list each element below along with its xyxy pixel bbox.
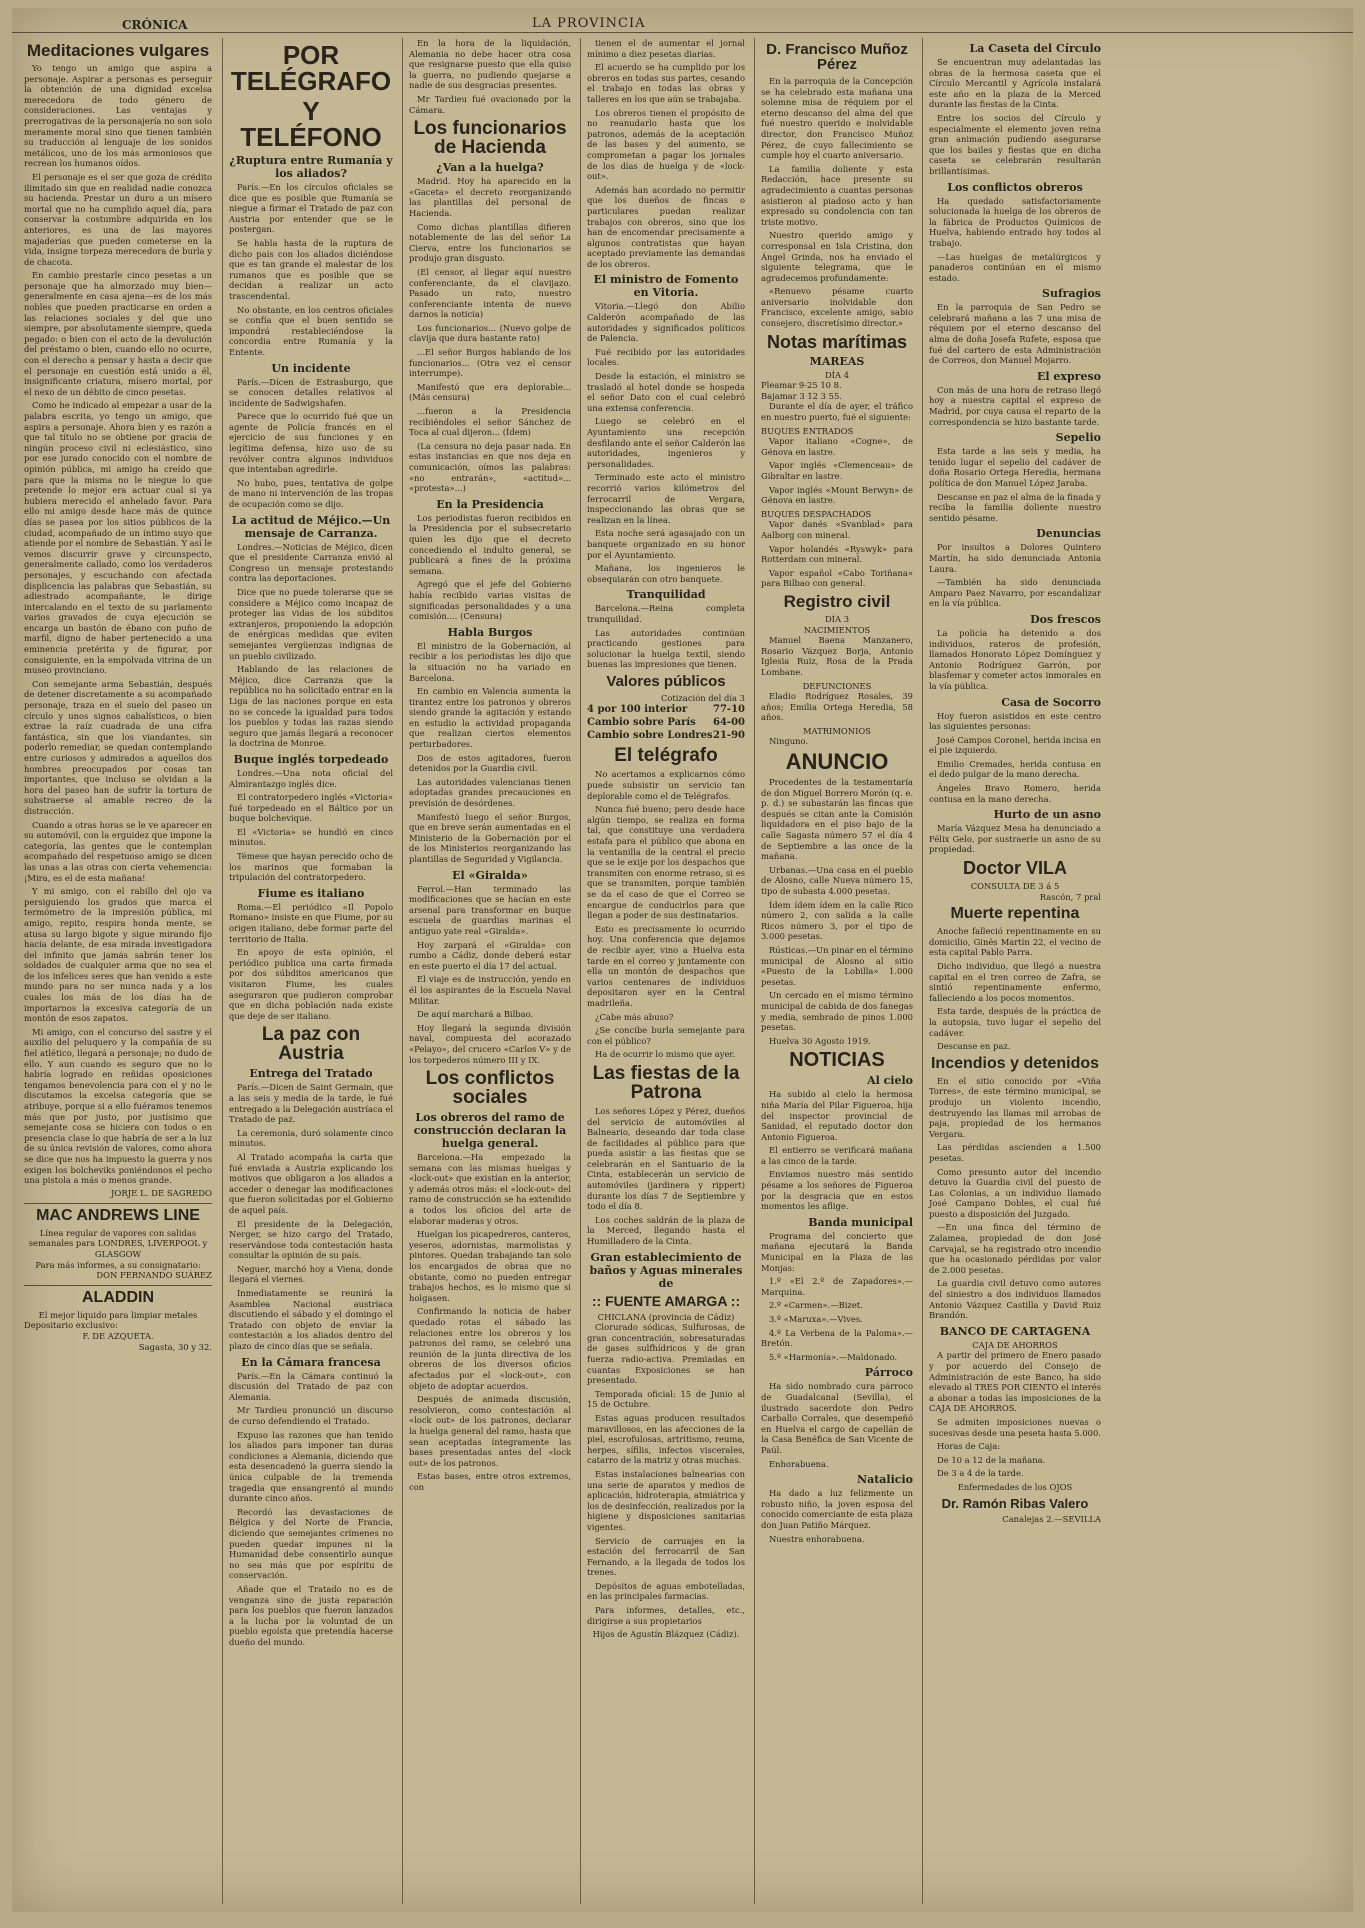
column-layout: [18, 38, 1347, 1904]
paragraph: María Vázquez Mesa ha denunciado a Félix Gelo, por sustraerle un asno de su propiedad.: [929, 823, 1101, 855]
paragraph: Dicho individuo, que llegó a nuestra capital en el tren correo de Zafra, se sintió repentinamente enfermo, falleciendo a los pocos momentos.: [929, 961, 1101, 1003]
paragraph: ...fueron a la Presidencia recibiéndoles el señor Sánchez de Toca al cual dijeron... (Ídem): [409, 406, 571, 438]
paragraph: Los periodistas fueron recibidos en la Presidencia por el subsecretario quien les dijo que el decreto concediendo el indulto general, se publicará a fines de la próxima semana.: [409, 512, 571, 576]
paragraph: Londres.—Noticias de Méjico, dicen que el presidente Carranza envió al Congreso un mensaje protestando contra las deportaciones.: [229, 541, 393, 584]
ad-address: Canalejas 2.—SEVILLA: [1002, 1513, 1101, 1524]
paragraph: Ha quedado satisfactoriamente solucionada la huelga de los obreros de la fábrica de Productos Químicos de Huelva, habiendo entrado hoy todos al trabajo.: [929, 195, 1101, 248]
paragraph: Eladio Rodríguez Rosales, 39 años; Emilia Ortega Heredia, 58 años.: [761, 691, 913, 723]
paragraph: Emilio Cremades, herida contusa en el dedo pulgar de la mano derecha.: [929, 758, 1101, 780]
divider: [24, 1203, 212, 1204]
section-heading: ¿Van a la huelga?: [436, 161, 544, 175]
paragraph: El viaje es de instrucción, yendo en él los aspirantes de la Escuela Naval Militar.: [409, 974, 571, 1006]
paragraph: El personaje es el ser que goza de crédito ilimitado sin que en realidad nadie conozca su hacienda. Prestar un duro a un mísero mortal que no ha cumplido aquel día, para conservar la costumbre adquirida en los anteriores, es una de las mayores majaderías que pueden cometerse en la vida, insigne torpeza merecedora de burla y de chacota.: [24, 171, 212, 267]
paragraph: Los señores López y Pérez, dueños del servicio de automóviles al Balneario, deseando dar toda clase de facilidades al público para que pueda asistir a las fiestas que se celebrarán en el Santuario de la Cinta, establecerán un servicio de automóviles (jardinera y rippert) durante los días 7 de Septiembre y todo el día 8.: [587, 1105, 745, 1212]
paragraph: En cambio en Valencia aumenta la tirantez entre los patronos y obreros siendo grande la agitación y estando en estudio la actividad propaganda que realizan ciertos elementos perturbadores.: [409, 686, 571, 750]
paragraph: 4.º La Verbena de la Paloma».—Bretón.: [761, 1327, 913, 1349]
doctor-address: Rascón, 7 pral: [1039, 891, 1101, 902]
paragraph: La policía ha detenido a dos individuos, rateros de profesión, llamados Honorato López Domínguez y Antonio Rodríguez Garrón, por blasfemar y cometer actos inmorales en la vía pública.: [929, 627, 1101, 691]
paragraph: Como he indicado al empezar a usar de la palabra escrita, yo tengo un amigo, que aspira a personaje. Ahora bien y es razón a que tal título no se obtiene por gracia de ningún proceso civil ni eclesiástico, sino por ese jurado conocido con el nombre de opinión pública, mi amigo ha creído que para que la misma no le niegue lo que pretende lo mejor era actuar cual si ya hubiera merecido el anhelado favor. Para ello mi amigo desde hace más de quince días se pasea por los sitios públicos de la ciudad, acompañado de un íntimo suyo que atiende por el nombre de Sebastián. Y así le vemos discurrir grave y circunspecto, generalmente callado, como los verdaderos personajes, y escuchando con afectada displicencia las palabras que Sebastián, su adiestrado acompañante, le dirige intercalando en el texto de su parlamento varios gravados de cuya ejecución se encarga un bastón de ébano con puño de marfil, digno de haber pertenecido a una eminencia pretérita y de figurar, por consiguiente, en la empolvada vitrina de un museo provinciano.: [24, 400, 212, 676]
section-heading: Valores públicos: [606, 672, 726, 690]
paragraph: —En una finca del término de Zalamea, propiedad de don José Carvajal, se ha registrado otro incendio que ha ocasionado pérdidas por valor de 2.000 pesetas.: [929, 1222, 1101, 1275]
paragraph: Enhorabuena.: [769, 1458, 829, 1469]
paragraph: Nuestro querido amigo y corresponsal en Isla Cristina, don Ángel Grinda, nos ha enviado el siguiente telegrama, que le agradecemos profundamente:: [761, 230, 913, 283]
valores-row: [587, 716, 745, 729]
list-title: DEFUNCIONES: [802, 680, 872, 691]
paragraph: El acuerdo se ha cumplido por los obreros en todas sus partes, cesando el trabajo en todas las obras y talleres en los que aún se trabajaba.: [587, 62, 745, 104]
paragraph: El presidente de la Delegación, Nerger, se hizo cargo del Tratado, reservándose toda contestación hasta consultar la opinión de su país.: [229, 1218, 393, 1261]
paragraph: El ministro de la Gobernación, al recibir a los periodistas les dijo que la situación no ha variado en Barcelona.: [409, 640, 571, 683]
paragraph: Añade que el Tratado no es de venganza sino de justa reparación para los pueblos que fueron lanzados a la lucha por la voluntad de un pueblo egoísta que pretendía hacerse dueño del mundo.: [229, 1583, 393, 1647]
paragraph: Hoy zarpará el «Giralda» con rumbo a Cádiz, donde deberá estar en este puerto el día 17 del actual.: [409, 939, 571, 971]
paragraph: Vitoria.—Llegó don Abilio Calderón acompañado de las autoridades y significados políticos de Palencia.: [587, 301, 745, 344]
paragraph: Estas bases, entre otros extremos, con: [409, 1471, 571, 1492]
paragraph: Yo tengo un amigo que aspira a personaje. Aspirar a personas es perseguir la obtención de una dignidad excelsa merecedora de todo género de consideraciones. Las ventajas y prerrogativas de la personajería no son solo meramente moral sino que tienen también su traducción al lenguaje de los sonidos metálicos, uno de los más armoniosos que recrean los humanos oídos.: [24, 63, 212, 169]
paragraph: Descanse en paz.: [937, 1041, 1011, 1052]
paragraph: Ferrol.—Han terminado las modificaciones que se hacían en este arsenal para transformar en buque escuela de guardias marinas el antiguo yate real «Giralda».: [409, 883, 571, 936]
headline: POR TELÉGRAFO: [230, 40, 392, 96]
section-heading: Dos frescos: [1030, 612, 1101, 626]
paragraph: Vapor holandés «Ryswyk» para Rotterdam con mineral.: [761, 543, 913, 565]
paragraph: La ceremonia, duró solamente cinco minutos.: [229, 1127, 393, 1149]
section-heading: Notas marítimas: [766, 331, 908, 352]
paragraph: Anoche falleció repentinamente en su domicilio, Ginés Martín 22, el vecino de esta capital Pablo Parra.: [929, 926, 1101, 958]
section-heading: Casa de Socorro: [1001, 695, 1101, 709]
mareas-day: DÍA 4: [824, 369, 850, 380]
paragraph: Desde la estación, el ministro se trasladó al hotel donde se hospeda el señor Dato con el cual celebró una extensa conferencia.: [587, 371, 745, 413]
paragraph: tienen el de aumentar el jornal mínimo a diez pesetas diarias.: [587, 38, 745, 59]
section-heading: Sepelio: [1055, 431, 1101, 445]
page-columns: [18, 38, 1347, 1906]
paragraph: El «Victoria» se hundió en cinco minutos.: [229, 826, 393, 848]
column-6: [922, 38, 1107, 1904]
paragraph: Descanse en paz el alma de la finada y reciba la familia doliente nuestro sentido pésame.: [929, 491, 1102, 523]
paragraph: Los obreros tienen el propósito de no reanudarlo hasta que los patronos, además de la aceptación de las bases y del aumento, se comprometan a pagar los jornales de los días de huelga y de «lock-out».: [587, 107, 745, 182]
section-heading: Tranquilidad: [626, 588, 706, 602]
ad-text: F. DE AZQUETA.: [82, 1330, 154, 1341]
paragraph: París.—Dicen de Saint Germain, que a las seis y media de la tarde, le fué entregado a la Delegación austríaca el Tratado de paz.: [229, 1082, 393, 1125]
valores-value: 21-90: [713, 730, 745, 742]
section-heading: Denuncias: [1036, 527, 1101, 541]
paragraph: Programa del concierto que mañana ejecutará la Banda Municipal en la Plaza de las Monjas:: [761, 1230, 913, 1273]
paragraph: José Campos Coronel, herida incisa en el pie izquierdo.: [929, 734, 1101, 756]
paragraph: En apoyo de esta opinión, el periódico publica una carta firmada por dos súbditos americanos que visitaron Fiume, les cuales aseguraron que pudieron comprobar que en dicha población nada existe que deje de ser italiano.: [229, 947, 393, 1021]
paragraph: París.—En los círculos oficiales se dice que es posible que Rumanía se niegue a firmar el Tratado de paz con Austria por entender que se le postergan.: [229, 182, 393, 235]
section-heading: Párroco: [864, 1366, 913, 1380]
archive-watermark: [1229, 1866, 1339, 1896]
paragraph: Estas aguas producen resultados maravillosos, en las afecciones de la piel, escrofulosas, artritismo, reuma, herpes, sífilis, infectos viscerales, catarro de la matriz y otras muchas.: [587, 1412, 745, 1466]
paragraph: Se encuentran muy adelantadas las obras de la hermosa caseta que el Círculo Mercantil y Agrícola instalará este año en la plaza de la Merced durante las fiestas de la Cinta.: [929, 57, 1101, 110]
section-heading: Los obreros del ramo de construcción declaran la huelga general.: [413, 1111, 567, 1151]
section-heading: En la Cámara francesa: [241, 1355, 381, 1369]
column-5: [754, 38, 919, 1904]
paragraph: Huelgan los picapedreros, canteros, yeseros, adornistas, marmolistas y pintores. Quedan trabajando tan solo los encargados de obras que no obstante, como no pueden entregar trabajos hechos, es lo mismo que si holgasen.: [409, 1229, 571, 1303]
doctor-text: CONSULTA DE 3 á 5: [970, 881, 1060, 892]
ad-text: Depositario exclusivo:: [24, 1320, 118, 1331]
section-heading: Registro civil: [783, 591, 891, 611]
section-label: CRÓNICA: [122, 18, 188, 32]
paragraph: Hoy fueron asistidos en este centro las siguientes personas:: [929, 710, 1101, 732]
paragraph: Esta tarde, después de la práctica de la autopsia, tuvo lugar el sepelio del cadáver.: [929, 1006, 1101, 1038]
valores-value: 64-00: [713, 717, 745, 729]
column-1: [18, 38, 218, 1904]
paragraph: Se admiten imposiciones nuevas o sucesivas desde una peseta hasta 5.000.: [929, 1416, 1101, 1438]
paragraph: Urbanas.—Una casa en el pueblo de Alosno, calle Nueva número 15, tipo de subasta 4.000 pesetas.: [761, 864, 913, 896]
paragraph: Servicio de carruajes en la estación del ferrocarril de San Fernando, a la llegada de todos los trenes.: [587, 1535, 745, 1578]
paragraph: No acertamos a explicarnos cómo puede subsistir un servicio tan deplorable como el de Telégrafos.: [587, 769, 745, 801]
valores-date: Cotización del día 3: [660, 692, 745, 703]
paragraph: De aquí marchará a Bilbao.: [417, 1009, 534, 1020]
section-heading: El expreso: [1037, 369, 1101, 383]
paragraph: Y mi amigo, con el rabillo del ojo va persiguiendo los grados que marca el termómetro de la impresión pública, mi amigo, repito, respira honda mente, se atusa su largo bigote y sigue mirando fijo hacia delante, de esa mirada investigadora del infinito que jamás sabrán tener los soldados de cualquier arma que no sea el de los infelices seres que han venido a este mundo para no ser nunca nada y a los cuales los más de los días ha de importarnos la excesiva categoría de un montón de esos zapatos.: [24, 886, 212, 1024]
valores-label: Cambio sobre Londres: [587, 730, 713, 742]
paragraph: Esta noche será agasajado con un banquete organizado en su honor por el Ayuntamiento.: [587, 528, 745, 560]
paragraph: Además han acordado no permitir que los dueños de fincas o particulares puedan realizar trabajos con obreros, sino que los han de encomendar precisamente a algunos contratistas que hayan aceptado previamente las demandas de los obreros.: [587, 184, 745, 269]
paragraph: Luego se celebró en el Ayuntamiento una recepción desfilando ante el señor Calderón las autoridades, ingenieros y personalidades.: [587, 416, 745, 469]
section-heading: ¿Ruptura entre Rumanía y los aliados?: [229, 154, 393, 180]
ad-title: MAC ANDREWS LINE: [36, 1206, 200, 1224]
paragraph: Barcelona.—Ha empezado la semana con las mismas huelgas y «lock-out» que existían en la anterior, y además otros más: el «lock-out» del ramo de construcción se ha extendido a todos los oficios del arte de elaborar maderas y otros.: [409, 1152, 571, 1226]
paragraph: Roma.—El periódico «Il Popolo Romano» insiste en que Fiume, por su origen italiano, debe formar parte del territorio de Italia.: [229, 901, 393, 944]
paragraph: Procedentes de la testamentaría de don Miguel Borrero Morón (q. e. p. d.) se subastarán las fincas que después se citan ante la Comisión liquidadora en el piso bajo de la calle Sagasta número 57 el día 4 de Septiembre a las once de la mañana.: [761, 777, 913, 862]
paragraph: No obstante, en los centros oficiales se confía que el buen sentido se impondrá restableciéndose la concordia entre Rumanía y la Entente.: [229, 304, 393, 357]
paragraph: ¿Se concibe burla semejante para con el público?: [587, 1025, 745, 1046]
paragraph: Inmediatamente se reunirá la Asamblea Nacional austríaca discutiendo el sábado y el domingo el Tratado con objeto de enviar la contestación a los aliados dentro del plazo de cinco días que se señala.: [229, 1288, 393, 1352]
paragraph: Horas de Caja:: [937, 1441, 1001, 1452]
paragraph: 2.º «Carmen».—Bizet.: [769, 1300, 863, 1311]
paragraph: Barcelona.—Reina completa tranquilidad.: [587, 603, 745, 624]
valores-value: 77-10: [713, 704, 745, 716]
paragraph: Ha sido nombrado cura párroco de Guadalcanal (Sevilla), el ilustrado sacerdote don Pedro Carballo Corrales, que desempeñó en Huelva el cargo de capellán de la Casa Benéfica de San Vicente de Paúl.: [761, 1381, 913, 1455]
paragraph: El entierro se verificará mañana a las cinco de la tarde.: [761, 1145, 913, 1166]
section-heading: En la Presidencia: [436, 497, 544, 511]
paragraph: Huelva 30 Agosto 1919.: [769, 1035, 871, 1046]
paragraph: Témese que hayan perecido ocho de los marinos que formaban la tripulación del contratorpedero.: [229, 851, 393, 883]
paragraph: Se habla hasta de la ruptura de dicho país con los aliados diciéndose que es tan grande el malestar de los rumanos que es posible que se decidan a realizar un acto trascendental.: [229, 237, 393, 301]
section-heading: Banda municipal: [808, 1215, 913, 1229]
section-heading: El ministro de Fomento en Vitoria.: [593, 273, 739, 300]
paragraph: «Renuevo pésame cuarto aniversario inolvidable don Francisco, excelente amigo, sabio consejero, discretísimo director.»: [761, 286, 913, 329]
paragraph: —Las huelgas de metalúrgicos y panaderos continúan en el mismo estado.: [929, 251, 1101, 283]
paragraph: Ángeles Bravo Romero, herida contusa en la mano derecha.: [929, 783, 1101, 804]
doctor-title: Doctor VILA: [962, 858, 1067, 879]
paragraph: Los funcionarios... (Nuevo golpe de clavija que dura bastante rato): [409, 322, 571, 344]
paragraph: Ha dado a luz felizmente un robusto niño, la joven esposa del conocido comerciante de esta plaza don Juan Patiño Márquez.: [761, 1488, 913, 1530]
newspaper-name: LA PROVINCIA: [532, 16, 646, 31]
paragraph: —También ha sido denunciada Amparo Paez Navarro, por escandalizar en la vía pública.: [929, 577, 1101, 609]
registro-day: DÍA 3: [824, 613, 850, 624]
paragraph: Expuso las razones que han tenido los aliados para imponer tan duras condiciones a Alemania, diciendo que esta desencadenó la guerra siendo la única culpable de la tremenda tragedia que ensangrentó al mundo durante cinco años.: [229, 1429, 393, 1504]
section-heading: Hurto de un asno: [993, 808, 1101, 822]
section-heading: Entrega del Tratado: [249, 1067, 373, 1081]
valores-row: [587, 729, 745, 742]
list-title: NACIMIENTOS: [803, 624, 871, 635]
mareas-title: MAREAS: [809, 354, 865, 368]
headline: Y TELÉFONO: [240, 96, 382, 152]
paragraph: Con semejante arma Sebastián, después de detener discretamente a su acompañado personaje, traza en el suelo del paseo un círculo y unos signos cabalísticos, o bien extrae la raíz cuadrada de una cifra fantástica, sin que los viandantes, sin poderlo remediar, se quedan contemplando entre curiosos y admirados a aquellos dos hombres preocupados por cosas tan importantes, que incluso se olvidan a la hora del paseo han de sufrir la tortura de substraerse al amable recreo de la distracción.: [24, 678, 212, 816]
valores-label: Cambio sobre París: [587, 717, 696, 729]
valores-label: 4 por 100 interior: [587, 704, 688, 716]
paragraph: Las pérdidas ascienden a 1.500 pesetas.: [929, 1142, 1101, 1163]
section-heading: Muerte repentina: [950, 905, 1080, 923]
paragraph: 3.º «Maruxa».—Vives.: [769, 1314, 863, 1324]
paragraph: No hubo, pues, tentativa de golpe de mano ni intervención de las tropas de ocupación como se dijo.: [229, 477, 393, 510]
paragraph: Un cercado en el mismo término municipal de cabida de dos fanegas y media, sembrado de pinos 1.000 pesetas.: [761, 990, 913, 1033]
section-heading: La Caseta del Círculo: [969, 42, 1101, 55]
paragraph: Las autoridades continúan practicando gestiones para solucionar la huelga textil, siendo buenas las impresiones que tienen.: [587, 627, 745, 670]
paragraph: Manifestó que era deplorable... (Más censura): [409, 381, 571, 403]
section-heading: Las fiestas de la Patrona: [592, 1062, 740, 1103]
paragraph: Parece que lo ocurrido fué que un agente de Policía francés en el ejercicio de sus funciones y en legítima defensa, hizo uso de su revólver contra algunos individuos que intentaban agredirle.: [229, 411, 393, 475]
paragraph: (El censor, al llegar aquí nuestro conferenciante, da el clavijazo. Pasado un rato, nuestro conferenciante intenta de nuevo darnos la noticia): [409, 266, 571, 320]
valores-row: [587, 703, 745, 716]
article-title: Meditaciones vulgares: [26, 41, 210, 60]
paragraph: ...El señor Burgos hablando de los funcionarios... (Otra vez el censor interrumpe).: [409, 347, 571, 379]
paragraph: Depósitos de aguas embotelladas, en las principales farmacias.: [587, 1580, 745, 1602]
paragraph: Vapor español «Cabo Toriñana» para Bilbao con general.: [761, 567, 913, 589]
paragraph: Ninguno.: [769, 736, 809, 747]
paragraph: Confirmando la noticia de haber quedado rotas el sábado las relaciones entre los obreros y los patronos del ramo, se celebró una reunión de la junta directiva de los obreros de los diversos oficios afectados por el «lock-out», con objeto de adoptar acuerdos.: [409, 1306, 571, 1391]
paragraph: Rústicas.—Un pinar en el término municipal de Alosno al sitio «Puesto de la Lobilla» 1.000 pesetas.: [761, 944, 913, 987]
section-heading: Fiume es italiano: [257, 886, 365, 900]
paragraph: Manuel Baena Manzanero, Rosario Vázquez Borja, Antonio Iglesia Ruiz, Rosa de la Prada Lombane.: [761, 635, 913, 677]
section-heading: Al cielo: [867, 1074, 913, 1088]
paragraph: En el sitio conocido por «Viña Torres», de este término municipal, se produjo un violento incendio, destruyendo las llamas mil arrobas de paja, propiedad de los hermanos Vergara.: [929, 1075, 1101, 1139]
ad-text: Sagasta, 30 y 32.: [138, 1341, 212, 1352]
paragraph: De 3 a 4 de la tarde.: [937, 1468, 1024, 1479]
section-heading: D. Francisco Muñoz Pérez: [766, 41, 908, 73]
paragraph: ¿Cabe más abuso?: [595, 1011, 674, 1022]
paragraph: Londres.—Una nota oficial del Almirantazgo inglés dice.: [229, 767, 393, 789]
paragraph: Por insultos a Dolores Quintero Martín, ha sido denunciada Antonia Laura.: [929, 542, 1101, 574]
paragraph: El contratorpedero inglés «Victoria» fué torpedeado en el Báltico por un buque bolchevique.: [229, 792, 393, 824]
paragraph: Para informes, detalles, etc., dirigirse a sus propietarios: [587, 1605, 745, 1626]
paragraph: Mr Tardieu fué ovacionado por la Cámara.: [409, 93, 571, 115]
paragraph: Nunca fué bueno; pero desde hace algún tiempo, se realiza en forma tal, que constituye una verdadera estafa para el público que abona en la ventanilla de la central el precio que se le exije por los despachos que transmiten con enorme retraso, si es que se transmiten, porque también se da el caso de que el Correo se encargue de conducirlos para que llegan a poder de sus destinatarios.: [587, 804, 745, 921]
section-heading: Natalicio: [857, 1473, 913, 1487]
section-heading: El «Giralda»: [452, 868, 528, 882]
paragraph: En la parroquia de la Concepción se ha celebrado esta mañana una solemne misa de réquiem por el eterno descanso del alma del que fué nuestro querido e inolvidable director, don Francisco Muñoz Pérez, de cuyo fallecimiento se cumple hoy el cuarto aniversario.: [761, 76, 913, 161]
section-heading: Habla Burgos: [447, 625, 533, 639]
paragraph: Nuestra enhorabuena.: [769, 1533, 865, 1544]
ad-name: :: FUENTE AMARGA ::: [591, 1292, 741, 1309]
section-heading: Sufragios: [1042, 287, 1101, 301]
ad-owner: Hijos de Agustín Blázquez (Cádiz).: [592, 1629, 740, 1640]
paragraph: Esto es precisamente lo ocurrido hoy. Una conferencia que dejamos de recibir ayer, vino a Huelva esta tarde en el correo y juntamente con ella un montón de despachos que varios centenares de individuos depositaron ayer en la Central madrileña.: [587, 923, 745, 1008]
paragraph: Mr Tardieu pronunció un discurso de curso defendiendo el Tratado.: [229, 1405, 393, 1426]
ad-title: ALADDIN: [82, 1288, 154, 1306]
ad-text: El mejor líquido para limpiar metales: [38, 1309, 198, 1320]
paragraph: En la parroquia de San Pedro se celebrará mañana a las 7 una misa de réquiem por el eterno descanso del alma de doña Josefa Rufete, esposa que fué del cartero de esta Administración de Correos, don Manuel Mojarro.: [929, 302, 1101, 366]
paragraph: París.—En la Cámara continuó la discusión del Tratado de paz con Alemania.: [229, 1370, 393, 1402]
paragraph: En cambio prestarle cinco pesetas a un personaje que ha almorzado muy bien—generalmente en casa ajena—es de los más nobles que pueden practicarse en orden a las relaciones sociales y del que uno siempre, por absolutamente siempre, queda pegado: o bien con el acto de la devolución del préstamo o bien, cuando ello no ocurre, con el derecho a pensar y hasta a decir que el personaje en cuestión está unido a él, insignificante criatura, mísero mortal, por el nexo de un débito de cinco pesetas.: [24, 270, 212, 397]
paragraph: Dos de estos agitadores, fueron detenidos por la Guardia civil.: [409, 752, 571, 774]
paragraph: Vapor inglés «Clemenceau» de Gibraltar en lastre.: [761, 460, 913, 481]
columns: [18, 38, 1347, 1906]
paragraph: Mañana, los ingenieros le obsequiarán con otro banquete.: [587, 563, 745, 584]
ad-text: DON FERNANDO SUÁREZ: [96, 1270, 212, 1281]
paragraph: Temporada oficial: 15 de Junio al 15 de Octubre.: [587, 1388, 745, 1410]
section-heading: Los conflictos sociales: [425, 1068, 555, 1109]
paragraph: (La censura no deja pasar nada. En estas instancias en que nos deja en comunicación, oímos las palabras: «no entrarán», «actitud»... «protesta»...): [409, 440, 571, 494]
paragraph: París.—Dícen de Estrasburgo, que se conocen detalles relativos al incidente de Sadwigshafen.: [229, 376, 393, 408]
column-3: [402, 38, 577, 1904]
paragraph: Ha de ocurrir lo mismo que ayer.: [595, 1049, 736, 1060]
paragraph: Vapor italiano «Cogne», de Génova en lastre.: [761, 436, 913, 457]
section-heading: Los funcionarios de Hacienda: [413, 118, 567, 159]
paragraph: Al Tratado acompaña la carta que fué enviada a Austria explicando los motivos que obligaron a los aliados a acceder o denegar las modificaciones que fueron solicitadas por el Gobierno de aquel país.: [229, 1151, 393, 1215]
newspaper-page: [12, 8, 1353, 1912]
paragraph: Como presunto autor del incendio detuvo la Guardia civil del puesto de Las Colonias, a un individuo llamado José Campano Dobles, el cual fué puesto a disposición del Juzgado.: [929, 1166, 1101, 1219]
paragraph: De 10 a 12 de la mañana.: [937, 1454, 1046, 1465]
paragraph: A partir del primero de Enero pasado y por acuerdo del Consejo de Administración de este Banco, ha sido elevado al TRES POR CIENTO el interés a abonar a todas las imposiciones de la CAJA DE AHORROS.: [929, 1350, 1101, 1414]
section-heading: Un incidente: [271, 361, 351, 375]
ad-text: Enfermedades de los OJOS: [957, 1481, 1073, 1492]
list-title: MATRIMONIOS: [802, 725, 872, 736]
ad-text: Para más informes, a su consignatario:: [35, 1259, 201, 1270]
paragraph: La familia doliente y esta Redacción, hace presente su agradecimiento a cuantas personas asistieron al piadoso acto y han expresado su condolencia con tan triste motivo.: [761, 163, 913, 227]
paragraph: Después de animada discusión, resolvieron, como contestación al «lock out» de los patronos, declarar la huelga general del ramo, hasta que sean aceptadas íntegramente las bases presentadas antes del «lock out» de los patronos.: [409, 1394, 571, 1468]
paragraph: Estas instalaciones balnearias con una serie de aparatos y medios de aplicación, hidroterapia, atmiátrica y los de desinfección, realizados por la higiene y disposiciones sanitarias vigentes.: [587, 1468, 745, 1532]
column-4: [580, 38, 751, 1904]
paragraph: Recordó las devastaciones de Bélgica y del Norte de Francia, diciendo que semejantes crímenes no pueden quedar impunes ni la Humanidad debe consentirlo aunque no sea más que por espíritu de conservación.: [229, 1506, 393, 1581]
section-heading: Incendios y detenidos: [930, 1054, 1100, 1072]
paragraph: Vapor inglés «Mount Berwyn» de Génova en lastre.: [761, 484, 913, 506]
list-title: BUQUES ENTRADOS: [761, 425, 854, 436]
ad-text: Línea regular de vapores con salidas semanales para LONDRES, LIVERPOOL y GLASGOW: [28, 1227, 208, 1259]
section-heading: Los conflictos obreros: [947, 180, 1083, 194]
section-heading: NOTICIAS: [789, 1049, 885, 1072]
ad-title: Gran establecimiento de baños y Aguas minerales de: [589, 1250, 743, 1290]
paragraph: Clorurado sódicas, Sulfurosas, de gran concentración, sobresaturadas de gases sulfhídricos y de gran fuerza radio-activa. Premiadas en cuantas Exposiciones se han presentado.: [587, 1322, 745, 1386]
paragraph: Las autoridades valencianas tienen adoptadas grandes precauciones en previsión de desórdenes.: [409, 776, 571, 809]
paragraph: Esta tarde a las seis y media, ha tenido lugar el sepelio del cadáver de doña Rosario Ortega Heredia, hermana política de don Manuel López Jaraba.: [929, 446, 1101, 488]
column-2: [222, 38, 399, 1904]
divider: [24, 1285, 212, 1286]
paragraph: Vapor danés «Svanblad» para Aalborg con mineral.: [761, 519, 913, 540]
paragraph: La guardia civil detuvo como autores del siniestro a dos individuos llamados Antonio Vázquez Castilla y David Ruiz Brandón.: [929, 1278, 1101, 1321]
paragraph: Ídem ídem ídem en la calle Rico número 2, con salida a la calle Ricos número 3, por el tipo de 3.000 pesetas.: [761, 899, 913, 942]
section-heading: La actitud de Méjico.—Un mensaje de Carranza.: [231, 513, 391, 540]
paragraph: Durante el día de ayer, el tráfico en nuestro puerto, fué el siguiente:: [761, 401, 913, 423]
section-heading: El telégrafo: [614, 745, 718, 767]
ad-name: Dr. Ramón Ribas Valero: [941, 1495, 1089, 1511]
bank-subtitle: CAJA DE AHORROS: [972, 1339, 1058, 1350]
paragraph: Terminado este acto el ministro recorrió varios kilómetros del ferrocarril de Vergara, inspeccionando las obras que se realizan en la línea.: [587, 472, 745, 525]
paragraph: 5.º «Harmonía».—Maldonado.: [769, 1351, 898, 1362]
list-title: BUQUES DESPACHADOS: [761, 508, 872, 519]
paragraph: Como dichas plantillas difieren notablemente de las del señor La Cierva, entre los funcionarios se produjo gran disgusto.: [409, 221, 571, 264]
paragraph: 1.º «El 2.º de Zapadores».—Marquina.: [761, 1276, 913, 1297]
article-signature: JORJE L. DE SAGREDO: [111, 1188, 212, 1199]
paragraph: Ha subido al cielo la hermosa niña María del Pilar Figueroa, hija del inspector provincial de Sanidad, el reputado doctor don Antonio Figueroa.: [761, 1089, 913, 1142]
paragraph: Los coches saldrán de la plaza de la Merced, llegando hasta el Humilladero de la Cinta.: [587, 1214, 745, 1247]
paragraph: Agregó que el jefe del Gobierno había recibido varias visitas de significadas personalidades y a una comisión.... (Censura): [409, 579, 571, 622]
paragraph: Dice que no puede tolerarse que se considere a Méjico como incapaz de proteger las vidas de los súbditos extranjeros, proponiendo la adopción de enérgicas medidas que eviten semejantes vergüenzas indignas de un pueblo civilizado.: [229, 587, 393, 661]
bajamar: Bajamar 3 12 3 55.: [761, 390, 842, 401]
paragraph: Con más de una hora de retraso llegó hoy a nuestra capital el expreso de Madrid, por cuya causa el reparto de la correspondencia se hizo bastante tarde.: [929, 384, 1101, 427]
paragraph: Entre los socios del Círculo y especialmente el elemento joven reina gran animación pudiendo asegurarse que los bailes y fiestas que en dicha caseta se celebrarán resultarán brillantísimas.: [929, 112, 1101, 176]
ad-place: CHICLANA (provincia de Cádiz): [597, 1311, 735, 1322]
masthead: [12, 16, 1353, 33]
paragraph: Neguer, marchó hoy a Viena, donde llegará el viernes.: [229, 1263, 393, 1285]
paragraph: En la hora de la liquidación, Alemania no debe hacer otra cosa que resignarse puesto que ella quiso la guerra, no pudiendo quejarse a nadie de sus desgracias presentes.: [409, 38, 571, 91]
section-heading: La paz con Austria: [261, 1024, 361, 1065]
paragraph: Mi amigo, con el concurso del sastre y el auxilio del peluquero y la compañía de su fiel atlético, llegará a personaje; no dudo de ello. Y aun cuando es seguro que no lo habría logrado en reñidas oposiciones tengamos benevolencia para con el y no le discutamos la excelsa categoría que se atribuye, porque si a ello fuéramos tenemos más que por justo, por justísimo que semejante cosa se hiciera con todos o en presencia clase lo que habría de ser a la luz de su única revisión de valores, como ahora se dice que nos ha impuesto la guerra y nos exigen los bolcheviks poniéndonos el pecho una pistola a más o menos grande.: [24, 1026, 212, 1186]
pleamar: Pleamar 9-25 10 8.: [761, 380, 842, 391]
section-heading: Buque inglés torpedeado: [233, 752, 389, 766]
section-heading: ANUNCIO: [785, 749, 889, 775]
paragraph: Manifestó luego el señor Burgos, que en breve serán aumentadas en el Ministerio de la Gobernación por el de los Ministerios reorganizando las plantillas de Seguridad y Vigilancia.: [409, 811, 571, 864]
paragraph: Hablando de las relaciones de Méjico, dice Carranza que la república no ha solicitado entrar en la Liga de las naciones porque en esta no se concede la igualdad para todos los pueblos y todas las razas siendo seguro que jamás llegará a reconocer la doctrina de Monroe.: [229, 664, 393, 749]
paragraph: Madrid. Hoy ha aparecido en la «Gaceta» el decreto reorganizando las plantillas del personal de Hacienda.: [409, 176, 571, 218]
paragraph: Hoy llegará la segunda división naval, compuesta del acorazado «Pelayo», del crucero «Carlos V» y de los torpederos número III y IX.: [409, 1022, 571, 1065]
paragraph: Enviamos nuestro más sentido pésame a los señores de Figueroa por la desgracia que en estos momentos les aflige.: [761, 1169, 913, 1212]
paragraph: Fué recibido por las autoridades locales.: [587, 346, 745, 368]
paragraph: Cuando a otras horas se le ve aparecer en su automóvil, con la erguidez que impone la categoría, las gentes que le contemplan acompañado del respetuoso amigo se dicen las unas a las otras con cierta vehemencia: ¡Mira, es el de esta mañana!: [24, 819, 212, 883]
bank-title: BANCO DE CARTAGENA: [939, 1324, 1091, 1338]
